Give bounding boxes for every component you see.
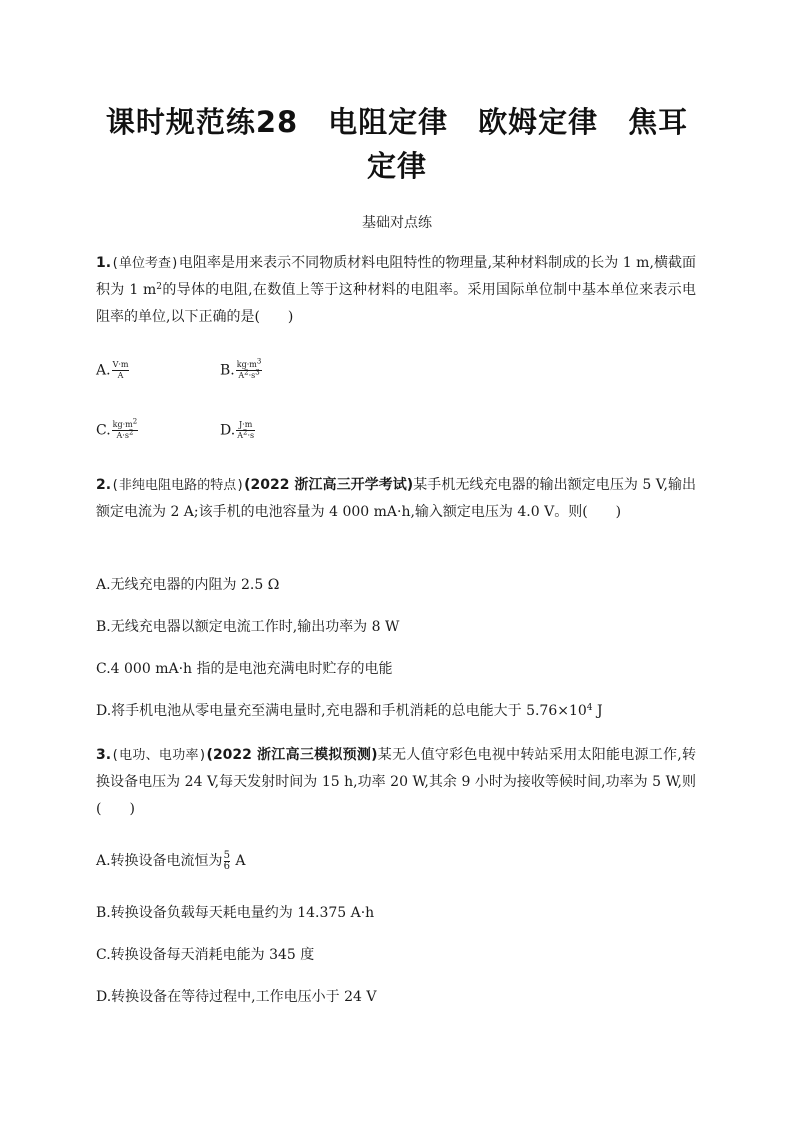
question-number: 3.: [96, 747, 112, 763]
option-d: D.转换设备在等待过程中,工作电压小于 24 V: [96, 989, 377, 1005]
fraction-numerator: [112, 417, 139, 431]
option-b: B.无线充电器以额定电流工作时,输出功率为 8 W: [96, 619, 400, 635]
question-text: 电阻率是用来表示不同物质材料电阻特性的物理量,某种材料制成的长为 1 m,横截面积为 1 m: [96, 255, 697, 298]
denominator-text: A·s: [116, 431, 129, 440]
page-title: 课时规范练28 电阻定律 欧姆定律 焦耳定律: [105, 105, 689, 183]
option-label: A.: [96, 362, 111, 379]
denominator-exponent: 2: [244, 368, 249, 377]
question-2-stem: [96, 472, 696, 526]
option-d: [220, 420, 255, 441]
option-text-unit: J: [592, 703, 603, 719]
denominator-text: A: [237, 431, 243, 440]
question-number: 1.: [96, 255, 112, 271]
fraction-numerator: V·m: [112, 360, 129, 369]
superscript: 2: [156, 282, 163, 292]
fraction-numerator: J·m: [236, 420, 255, 431]
unit-fraction: [112, 417, 139, 441]
option-c: C.4 000 mA·h 指的是电池充满电时贮存的电能: [96, 661, 393, 677]
numerator-exponent: 3: [256, 357, 262, 366]
numerator-exponent: 2: [132, 417, 138, 426]
superscript: 4: [586, 703, 593, 713]
unit-fraction: [236, 420, 255, 441]
option-d: [96, 698, 696, 725]
fraction-numerator: 5: [223, 849, 230, 861]
question-source: (2022 浙江高三开学考试): [244, 477, 414, 493]
inline-fraction: [224, 851, 230, 872]
denominator-exponent-2: 3: [255, 368, 260, 377]
option-label: B.: [220, 362, 235, 379]
question-text: 某手机无线充电器的输出额定电压为 5 V,输出额定电流为 2 A;该手机的电池容量为 4 000 mA·h,输入额定电压为 4.0 V。则( ): [96, 477, 697, 520]
option-c: [96, 417, 138, 441]
question-text: 某无人值守彩色电视中转站采用太阳能电源工作,转换设备电压为 24 V,每天发射时间为 15 h,功率 20 W,其余 9 小时为接收等候时间,功率为 5 W,则( ): [96, 747, 697, 817]
option-b: B.转换设备负载每天耗电量约为 14.375 A·h: [96, 905, 375, 921]
denominator-text-rest: ·s: [247, 431, 255, 440]
section-heading: 基础对点练: [362, 215, 432, 231]
fraction-denominator: A: [117, 371, 124, 380]
numerator-text: kg·m: [112, 420, 133, 429]
option-a: [96, 848, 696, 875]
unit-fraction: [236, 357, 263, 381]
option-label: C.: [96, 422, 111, 439]
option-text: A.转换设备电流恒为: [96, 853, 223, 869]
denominator-text-rest: ·s: [248, 371, 256, 380]
question-3-stem: [96, 742, 696, 823]
option-text: D.将手机电池从零电量充至满电量时,充电器和手机消耗的总电能大于 5.76×10: [96, 703, 587, 719]
question-source: (2022 浙江高三模拟预测): [206, 747, 378, 763]
denominator-exponent: 2: [242, 428, 248, 437]
fraction-denominator: [236, 428, 255, 441]
option-a: [96, 360, 129, 381]
question-1-stem: [96, 250, 696, 331]
numerator-text: kg·m: [236, 360, 257, 369]
denominator-exponent: 2: [128, 428, 134, 437]
option-text-unit: A: [230, 853, 246, 869]
option-a: A.无线充电器的内阻为 2.5 Ω: [96, 577, 280, 593]
fraction-denominator: [236, 368, 263, 381]
question-tag: (非纯电阻电路的特点): [111, 478, 245, 493]
fraction-denominator: 6: [223, 860, 230, 872]
unit-fraction: [112, 360, 130, 381]
option-b: [220, 357, 262, 381]
question-number: 2.: [96, 477, 112, 493]
question-tag: (电功、电功率): [111, 748, 207, 763]
option-label: D.: [220, 422, 236, 439]
question-text-continued: 的导体的电阻,在数值上等于这种材料的电阻率。采用国际单位制中基本单位来表示电阻率的单位,以下正确的是( ): [96, 282, 696, 325]
fraction-denominator: [112, 428, 139, 441]
option-c: C.转换设备每天消耗电能为 345 度: [96, 947, 315, 963]
denominator-text: A: [238, 371, 245, 380]
question-tag: (单位考查): [111, 256, 179, 271]
